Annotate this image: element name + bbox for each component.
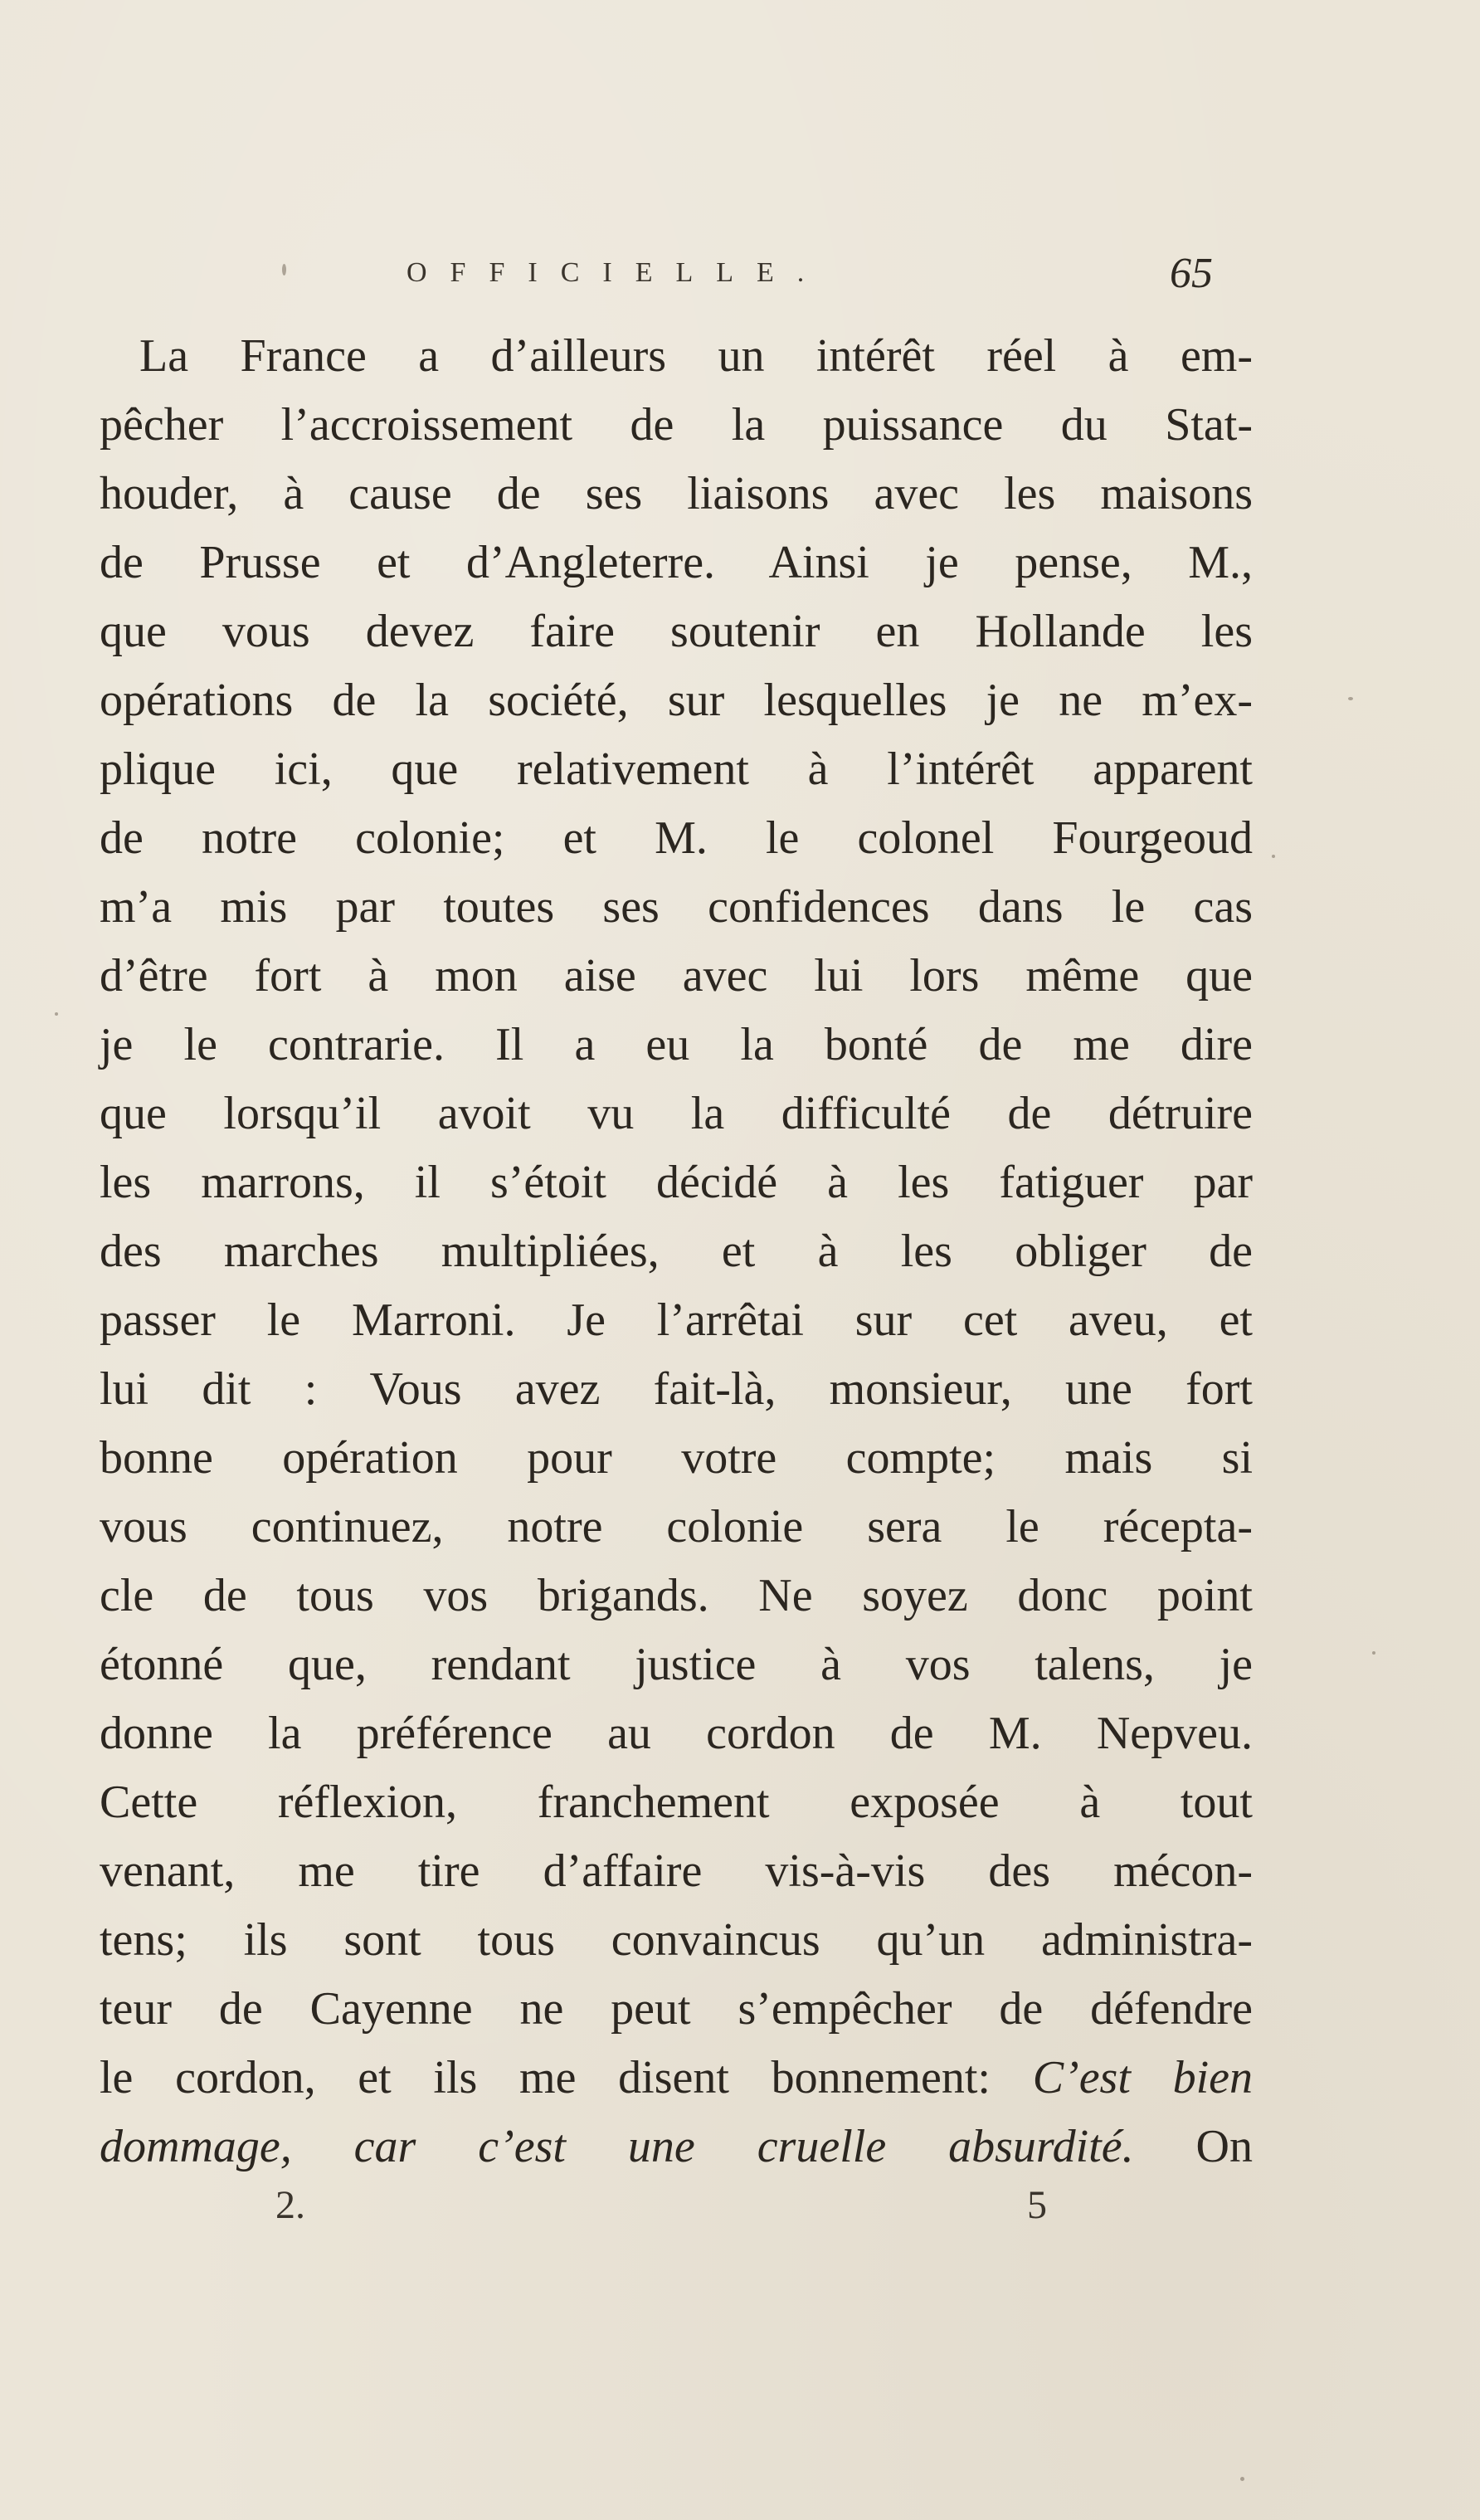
paper-speck bbox=[1272, 855, 1275, 858]
page-footer bbox=[0, 2182, 1480, 2240]
text-line-mixed bbox=[100, 2044, 1253, 2113]
text-line: lui dit : Vous avez fait-là, monsieur, une fort bbox=[100, 1363, 1253, 1415]
text-line: houder, à cause de ses liaisons avec les maisons bbox=[100, 468, 1253, 519]
text-line: venant, me tire d’affaire vis-à-vis des mécon- bbox=[100, 1845, 1253, 1897]
text-line: m’a mis par toutes ses confidences dans le cas bbox=[100, 881, 1253, 933]
text-line: pêcher l’accroissement de la puissance du Stat- bbox=[100, 399, 1253, 451]
text-italic: dommage, car c’est une cruelle absurdité. bbox=[100, 2121, 1134, 2172]
signature-mark: 2. bbox=[275, 2183, 305, 2227]
text-line: cle de tous vos brigands. Ne soyez donc point bbox=[100, 1570, 1253, 1621]
text-line: teur de Cayenne ne peut s’empêcher de défendre bbox=[100, 1983, 1253, 2035]
text-line: Cette réflexion, franchement exposée à tout bbox=[100, 1777, 1253, 1828]
text-line: que vous devez faire soutenir en Hollande les bbox=[100, 606, 1253, 657]
page-header bbox=[0, 249, 1480, 307]
text-line: bonne opération pour votre compte; mais si bbox=[100, 1432, 1253, 1484]
page-number: 65 bbox=[1170, 250, 1213, 297]
paper-speck bbox=[1348, 697, 1353, 700]
text-line: les marrons, il s’étoit décidé à les fatiguer par bbox=[100, 1157, 1253, 1208]
paper-speck bbox=[55, 1012, 58, 1016]
text-line: que lorsqu’il avoit vu la difficulté de détruire bbox=[100, 1088, 1253, 1139]
text-line: passer le Marroni. Je l’arrêtai sur cet aveu, et bbox=[100, 1294, 1253, 1346]
text-line: plique ici, que relativement à l’intérêt apparent bbox=[100, 743, 1253, 795]
text-line: des marches multipliées, et à les obliger de bbox=[100, 1226, 1253, 1277]
text-line: opérations de la société, sur lesquelles je ne m’ex- bbox=[100, 675, 1253, 726]
text-line: donne la préférence au cordon de M. Nepveu. bbox=[100, 1708, 1253, 1759]
paper-speck bbox=[282, 264, 286, 275]
text-line: d’être fort à mon aise avec lui lors même que bbox=[100, 950, 1253, 1002]
text-italic: C’est bien bbox=[1032, 2052, 1254, 2103]
text-line-mixed bbox=[100, 2113, 1253, 2181]
text-roman: On bbox=[1133, 2121, 1253, 2172]
text-line: de notre colonie; et M. le colonel Fourgeoud bbox=[100, 812, 1253, 864]
body-text bbox=[100, 322, 1253, 2181]
text-line: je le contrarie. Il a eu la bonté de me dire bbox=[100, 1019, 1253, 1070]
text-line: tens; ils sont tous convaincus qu’un administra- bbox=[100, 1914, 1253, 1966]
text-roman: le cordon, et ils me disent bonnement: bbox=[100, 2052, 1033, 2103]
paper-speck bbox=[1372, 1651, 1375, 1655]
text-line: étonné que, rendant justice à vos talens, je bbox=[100, 1639, 1253, 1690]
text-line: La France a d’ailleurs un intérêt réel à em- bbox=[139, 330, 1253, 382]
paper-speck bbox=[1240, 2477, 1244, 2481]
running-head: OFFICIELLE. bbox=[407, 257, 828, 288]
sheet-number: 5 bbox=[1027, 2183, 1047, 2227]
text-line: vous continuez, notre colonie sera le récepta- bbox=[100, 1501, 1253, 1552]
text-line: de Prusse et d’Angleterre. Ainsi je pense, M., bbox=[100, 537, 1253, 588]
